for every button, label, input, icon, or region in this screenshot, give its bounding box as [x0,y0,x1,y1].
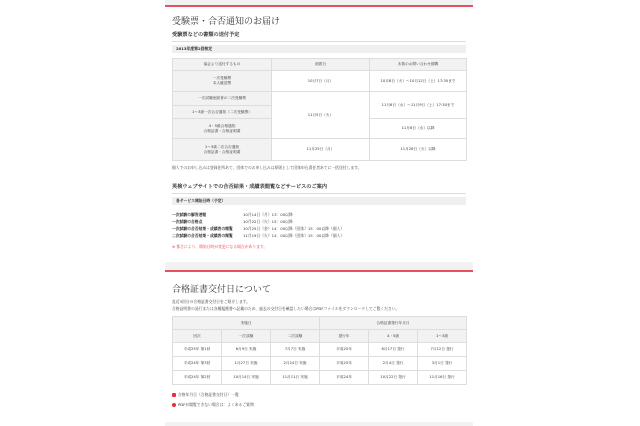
item-line: 合格証書・合格証明書 [203,128,241,133]
header-cell: 回次 [173,330,222,343]
arrow-circle-icon [172,403,176,407]
inquiry-cell: 10月8日（火）～10月12日（土）17:30まで [370,71,467,92]
inquiry-cell: 11月26日（火）以降 [370,139,467,161]
header-cell: 協会より送付するもの [173,59,272,71]
section-heading: 受験票などの書類の送付予定 [172,31,466,42]
item-cell [173,139,272,161]
cell: 11月11日 実施 [271,371,320,385]
faq-link-label: PDFが閲覧できない場合は：よくあるご質問 [178,402,254,407]
service-name: 一次試験の合否結果・成績表の閲覧 [172,226,233,231]
service-item [172,211,344,218]
service-note: ※ 都合により、開始日時が変更になる場合があります。 [172,244,268,249]
bottom-band [165,422,473,426]
cell: 11月16日 発行 [418,371,467,385]
cell: 2月4日 発行 [369,357,418,371]
inquiry-cell: 11月6日（水）～11月9日（土）17:30まで [370,92,467,119]
group-header: 合格証書発行年月日 [320,317,467,330]
cell: 1月27日 実施 [222,357,271,371]
cell: 3月1日 発行 [418,357,467,371]
arrival-cell: 10月7日（月） [272,71,370,92]
exam-label: 2013年度第2回検定 [172,45,466,53]
service-item [172,232,344,239]
cell: 平成25年 [320,357,369,371]
header-cell: 二次試験 [271,330,320,343]
item-line: 4・5級合格通知 [208,123,236,128]
pdf-link-label: 合格年月日（合格証書交付日）一覧 [178,392,239,397]
header-cell: 4・5級 [369,330,418,343]
header-cell: 発行年 [320,330,369,343]
section-band [165,262,473,270]
service-name: 二次試験の合否結果・成績表の閲覧 [172,233,233,238]
item-line: 1～3級二次合否通知 [204,144,240,149]
intro-text: 合格証明書の発行または各種履歴書へ記載のため、過去の交付日を確認したい場合はPDFファイルをダウンロードしてご覧ください。 [172,306,400,311]
header-cell: 1～3級 [418,330,467,343]
item-cell [173,119,272,139]
cell: 10月14日 実施 [222,371,271,385]
section-heading: 英検ウェブサイトでの合否結果・成績表閲覧などサービスのご案内 [172,183,466,194]
item-cell: 1～3級一次合否通知（二次受験票） [173,106,272,119]
item-cell: 一次試験免除者の二次受験票 [173,92,272,106]
cell: 10月22日 発行 [369,371,418,385]
header-cell: 一次試験 [222,330,271,343]
service-time: 10月25日（金）14：00以降（団体）15：00以降（個人） [243,226,345,231]
service-list [172,211,344,239]
service-item [172,218,344,225]
service-name: 一次試験の合格点 [172,219,203,224]
cell: 7月12日 発行 [418,343,467,357]
faq-link[interactable] [172,402,254,408]
certificate-table [172,316,467,385]
service-time: 11月19日（火）14：00以降（団体）15：00以降（個人） [243,233,345,238]
section-title: 合格証書交付日について [172,285,271,295]
delivery-table [172,58,467,161]
cell: 平成24年 [320,371,369,385]
inquiry-cell: 11月6日（水）以降 [370,119,467,139]
cell: 7月7日 実施 [271,343,320,357]
cell: 2月24日 実施 [271,357,320,371]
delivery-note: 個人でのお申し込みは登録住所あて、団体でのお申し込みは原則として団体申込責任者あてに一括送付します。 [172,165,362,170]
group-header: 実施日 [173,317,320,330]
pdf-link[interactable] [172,392,239,398]
service-time: 10月14日（月）13：00以降 [243,212,293,217]
cell: 6月9日 実施 [222,343,271,357]
arrival-cell: 11月5日（火） [272,92,370,139]
cell: 平成24年 第2回 [173,371,222,385]
item-line: 本人確認票 [212,81,232,85]
cell: 平成25年 第1回 [173,343,222,357]
service-item [172,225,344,232]
service-label: 各サービス開始日時（予定） [172,197,466,205]
cell: 平成24年 第3回 [173,357,222,371]
page-title: 受験票・合否通知のお届け [172,17,281,27]
section-divider [165,270,473,272]
header-cell: 未着のお問い合わせ期間 [370,59,467,71]
intro-text: 直近3回分の合格証書交付日をご紹介します。 [172,299,251,304]
arrival-cell: 11月25日（月） [272,139,370,161]
cell: 平成25年 [320,343,369,357]
cell: 6月17日 発行 [369,343,418,357]
item-cell [173,71,272,92]
pdf-icon [172,393,176,397]
item-line: 合格証書・合格証明書 [203,149,241,154]
service-time: 10月22日（火）15：00以降 [243,219,293,224]
header-cell: 到着日 [272,59,370,71]
section-divider [165,5,473,7]
item-line: 一次受験票 [212,76,232,80]
service-name: 一次試験の解答速報 [172,212,207,217]
